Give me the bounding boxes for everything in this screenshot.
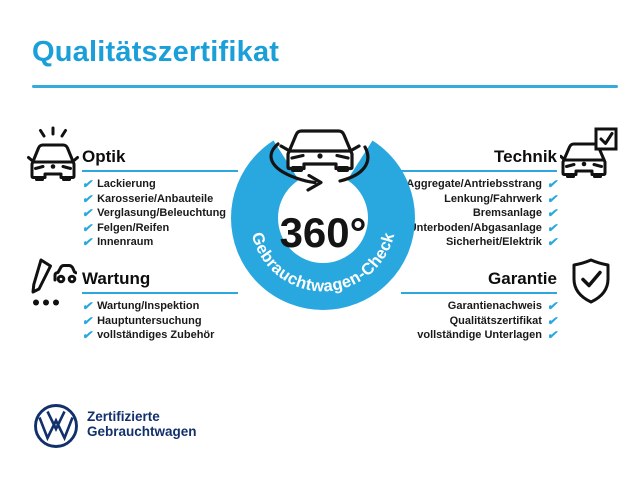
brand-text xyxy=(87,409,197,439)
check-icon: ✔ xyxy=(546,328,557,343)
list-item xyxy=(82,177,242,192)
list-item-label: Lackierung xyxy=(97,178,156,190)
car-checkbox-icon xyxy=(560,127,618,181)
car-shine-icon xyxy=(27,126,79,182)
check-icon: ✔ xyxy=(82,328,93,343)
list-item-label: Wartung/Inspektion xyxy=(97,300,200,312)
list-item xyxy=(82,192,242,207)
check-icon: ✔ xyxy=(82,235,93,250)
pencil-car-checklist-icon xyxy=(27,256,77,310)
check-icon: ✔ xyxy=(82,299,93,313)
section-title-optik xyxy=(82,146,238,172)
brand-line1: Zertifizierte xyxy=(87,409,160,424)
list-item-label: Bremsanlage xyxy=(472,207,542,220)
shield-check-icon xyxy=(571,258,611,304)
optik-checklist xyxy=(82,177,242,250)
ring-label-text: Gebrauchtwagen-Check xyxy=(247,230,399,296)
list-item xyxy=(397,328,557,343)
section-title-optik-label: Optik xyxy=(82,147,126,166)
check-icon: ✔ xyxy=(546,191,557,206)
section-title-wartung xyxy=(82,268,238,294)
list-item-label: Garantienachweis xyxy=(447,300,542,312)
check-icon: ✔ xyxy=(82,220,93,235)
check-icon: ✔ xyxy=(82,313,93,328)
check-icon: ✔ xyxy=(82,206,93,221)
list-item-label: Karosserie/Anbauteile xyxy=(97,192,214,205)
section-title-technik xyxy=(401,146,557,172)
list-item-label: Verglasung/Beleuchtung xyxy=(97,207,227,220)
section-title-wartung-label: Wartung xyxy=(82,269,151,288)
list-item xyxy=(397,314,557,329)
list-item-label: Sicherheit/Elektrik xyxy=(445,236,542,249)
list-item-label: Innenraum xyxy=(97,236,154,249)
check-icon: ✔ xyxy=(546,299,557,313)
list-item-label: Hauptuntersuchung xyxy=(97,314,202,327)
section-title-garantie xyxy=(401,268,557,294)
list-item-label: vollständige Unterlagen xyxy=(417,329,542,342)
check-icon: ✔ xyxy=(546,235,557,250)
check-icon: ✔ xyxy=(546,206,557,221)
list-item xyxy=(82,314,242,329)
vw-logo xyxy=(33,403,79,449)
list-item xyxy=(82,221,242,236)
check-icon: ✔ xyxy=(82,191,93,206)
page-title: Qualitätszertifikat xyxy=(32,36,280,68)
list-item-label: vollständiges Zubehör xyxy=(97,329,215,342)
360-check-ring xyxy=(224,110,424,310)
list-item xyxy=(82,235,242,250)
title-divider xyxy=(32,85,618,88)
check-icon: ✔ xyxy=(82,177,93,191)
list-item-label: Aggregate/Antriebsstrang xyxy=(406,178,542,190)
degree-label: 360° xyxy=(279,209,367,256)
list-item-label: Unterboden/Abgasanlage xyxy=(408,221,542,234)
check-icon: ✔ xyxy=(546,220,557,235)
check-icon: ✔ xyxy=(546,177,557,191)
list-item xyxy=(82,299,242,314)
wartung-checklist xyxy=(82,299,242,343)
list-item-label: Qualitätszertifikat xyxy=(449,314,542,327)
list-item xyxy=(82,206,242,221)
check-icon: ✔ xyxy=(546,313,557,328)
list-item-label: Felgen/Reifen xyxy=(97,221,170,234)
list-item xyxy=(82,328,242,343)
section-title-technik-label: Technik xyxy=(494,147,557,166)
section-title-garantie-label: Garantie xyxy=(488,269,557,288)
brand-line2: Gebrauchtwagen xyxy=(87,424,197,439)
list-item-label: Lenkung/Fahrwerk xyxy=(444,192,542,205)
